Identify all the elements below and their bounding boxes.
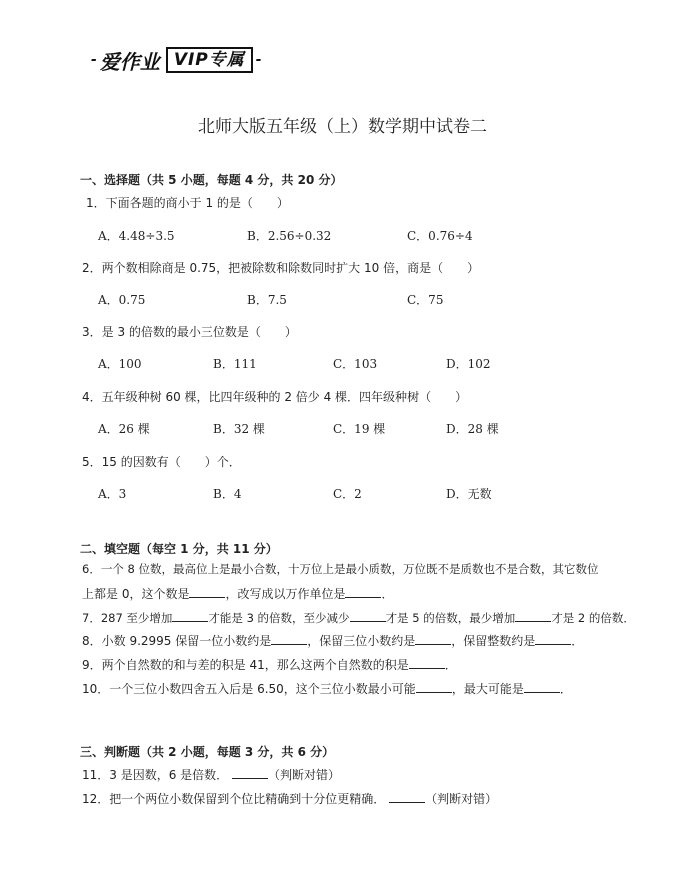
section-heading-judge: 三、判断题（共 2 小题，每题 3 分，共 6 分） [80, 745, 335, 759]
q4-option-b: B．32 棵 [213, 422, 265, 436]
q10-text-a: 10．一个三位小数四舍五入后是 6.50，这个三位小数最小可能 [82, 682, 416, 696]
q7-text-a: 7．287 至少增加 [82, 611, 173, 625]
answer-blank[interactable] [345, 585, 381, 598]
answer-blank[interactable] [515, 609, 551, 622]
q4-option-a: A．26 棵 [98, 422, 150, 436]
q9-text-a: 9．两个自然数的和与差的积是 41，那么这两个自然数的积是 [82, 658, 409, 672]
q5-option-d: D．无数 [446, 487, 492, 501]
q6-text-c: ． [381, 587, 394, 601]
q11-text-a: 11．3 是因数，6 是倍数． [82, 768, 229, 782]
q2-option-a: A．0.75 [98, 293, 146, 307]
q4-option-d: D．28 棵 [446, 422, 499, 436]
section-heading-fill: 二、填空题（每空 1 分，共 11 分） [80, 542, 278, 556]
q7-text-c: 才是 5 的倍数，最少增加 [385, 611, 516, 625]
q5-option-b: B．4 [213, 487, 242, 501]
question-6-line1: 6．一个 8 位数，最高位上是最小合数，十万位上是最小质数，万位既不是质数也不是合数，其它数位 [82, 562, 599, 576]
answer-blank[interactable] [409, 656, 445, 669]
question-7 [82, 609, 635, 626]
question-2: 2．两个数相除商是 0.75，把被除数和除数同时扩大 10 倍，商是（ ） [82, 261, 480, 275]
question-5: 5．15 的因数有（ ）个． [82, 455, 241, 469]
q7-text-d: 才是 2 的倍数． [551, 611, 635, 625]
question-4: 4．五年级种树 60 棵，比四年级种的 2 倍少 4 棵．四年级种树（ ） [82, 390, 468, 404]
answer-blank[interactable] [415, 632, 451, 645]
q8-text-d: ． [571, 634, 584, 648]
q3-option-c: C．103 [333, 357, 378, 371]
answer-blank[interactable] [271, 632, 307, 645]
logo-dash-left: - [91, 52, 97, 68]
page-title: 北师大版五年级（上）数学期中试卷二 [198, 117, 487, 137]
q7-text-b: 才能是 3 的倍数，至少减少 [208, 611, 350, 625]
logo-brand: 爱作业 [99, 49, 160, 74]
logo [88, 47, 265, 73]
answer-blank[interactable] [189, 585, 225, 598]
q10-text-b: ，最大可能是 [451, 682, 524, 696]
q2-option-b: B．7.5 [247, 293, 287, 307]
section-heading-choice: 一、选择题（共 5 小题，每题 4 分，共 20 分） [80, 173, 343, 187]
q8-text-c: ，保留整数约是 [451, 634, 536, 648]
q6-text-a: 上都是 0，这个数是 [82, 587, 190, 601]
question-9 [82, 656, 457, 673]
q8-text-b: ，保留三位小数约是 [307, 634, 416, 648]
q6-text-b: ，改写成以万作单位是 [225, 587, 346, 601]
q4-option-c: C．19 棵 [333, 422, 386, 436]
answer-blank[interactable] [232, 766, 268, 779]
answer-blank[interactable] [389, 790, 425, 803]
answer-blank[interactable] [535, 632, 571, 645]
q1-option-c: C．0.76÷4 [407, 229, 473, 243]
question-10 [82, 680, 572, 697]
question-6-line2 [82, 585, 393, 602]
question-12 [82, 790, 497, 807]
q9-text-b: ． [444, 658, 457, 672]
q5-option-c: C．2 [333, 487, 362, 501]
question-1: 1．下面各题的商小于 1 的是（ ） [86, 196, 289, 210]
q10-text-c: ． [559, 682, 572, 696]
q3-option-d: D．102 [446, 357, 491, 371]
q1-option-b: B．2.56÷0.32 [247, 229, 332, 243]
q5-option-a: A．3 [98, 487, 127, 501]
q11-text-b: （判断对错） [268, 768, 341, 782]
q12-text-a: 12．把一个两位小数保留到个位比精确到十分位更精确． [82, 792, 386, 806]
q3-option-b: B．111 [213, 357, 257, 371]
answer-blank[interactable] [350, 609, 386, 622]
logo-dash-right: - [255, 52, 262, 68]
question-11 [82, 766, 340, 783]
q3-option-a: A．100 [98, 357, 142, 371]
q1-option-a: A．4.48÷3.5 [98, 229, 175, 243]
vip-badge: VIP专属 [166, 47, 253, 73]
answer-blank[interactable] [172, 609, 208, 622]
answer-blank[interactable] [416, 680, 452, 693]
q2-option-c: C．75 [407, 293, 444, 307]
answer-blank[interactable] [524, 680, 560, 693]
question-8 [82, 632, 583, 649]
q8-text-a: 8．小数 9.2995 保留一位小数约是 [82, 634, 272, 648]
q12-text-b: （判断对错） [425, 792, 498, 806]
question-3: 3．是 3 的倍数的最小三位数是（ ） [82, 325, 297, 339]
